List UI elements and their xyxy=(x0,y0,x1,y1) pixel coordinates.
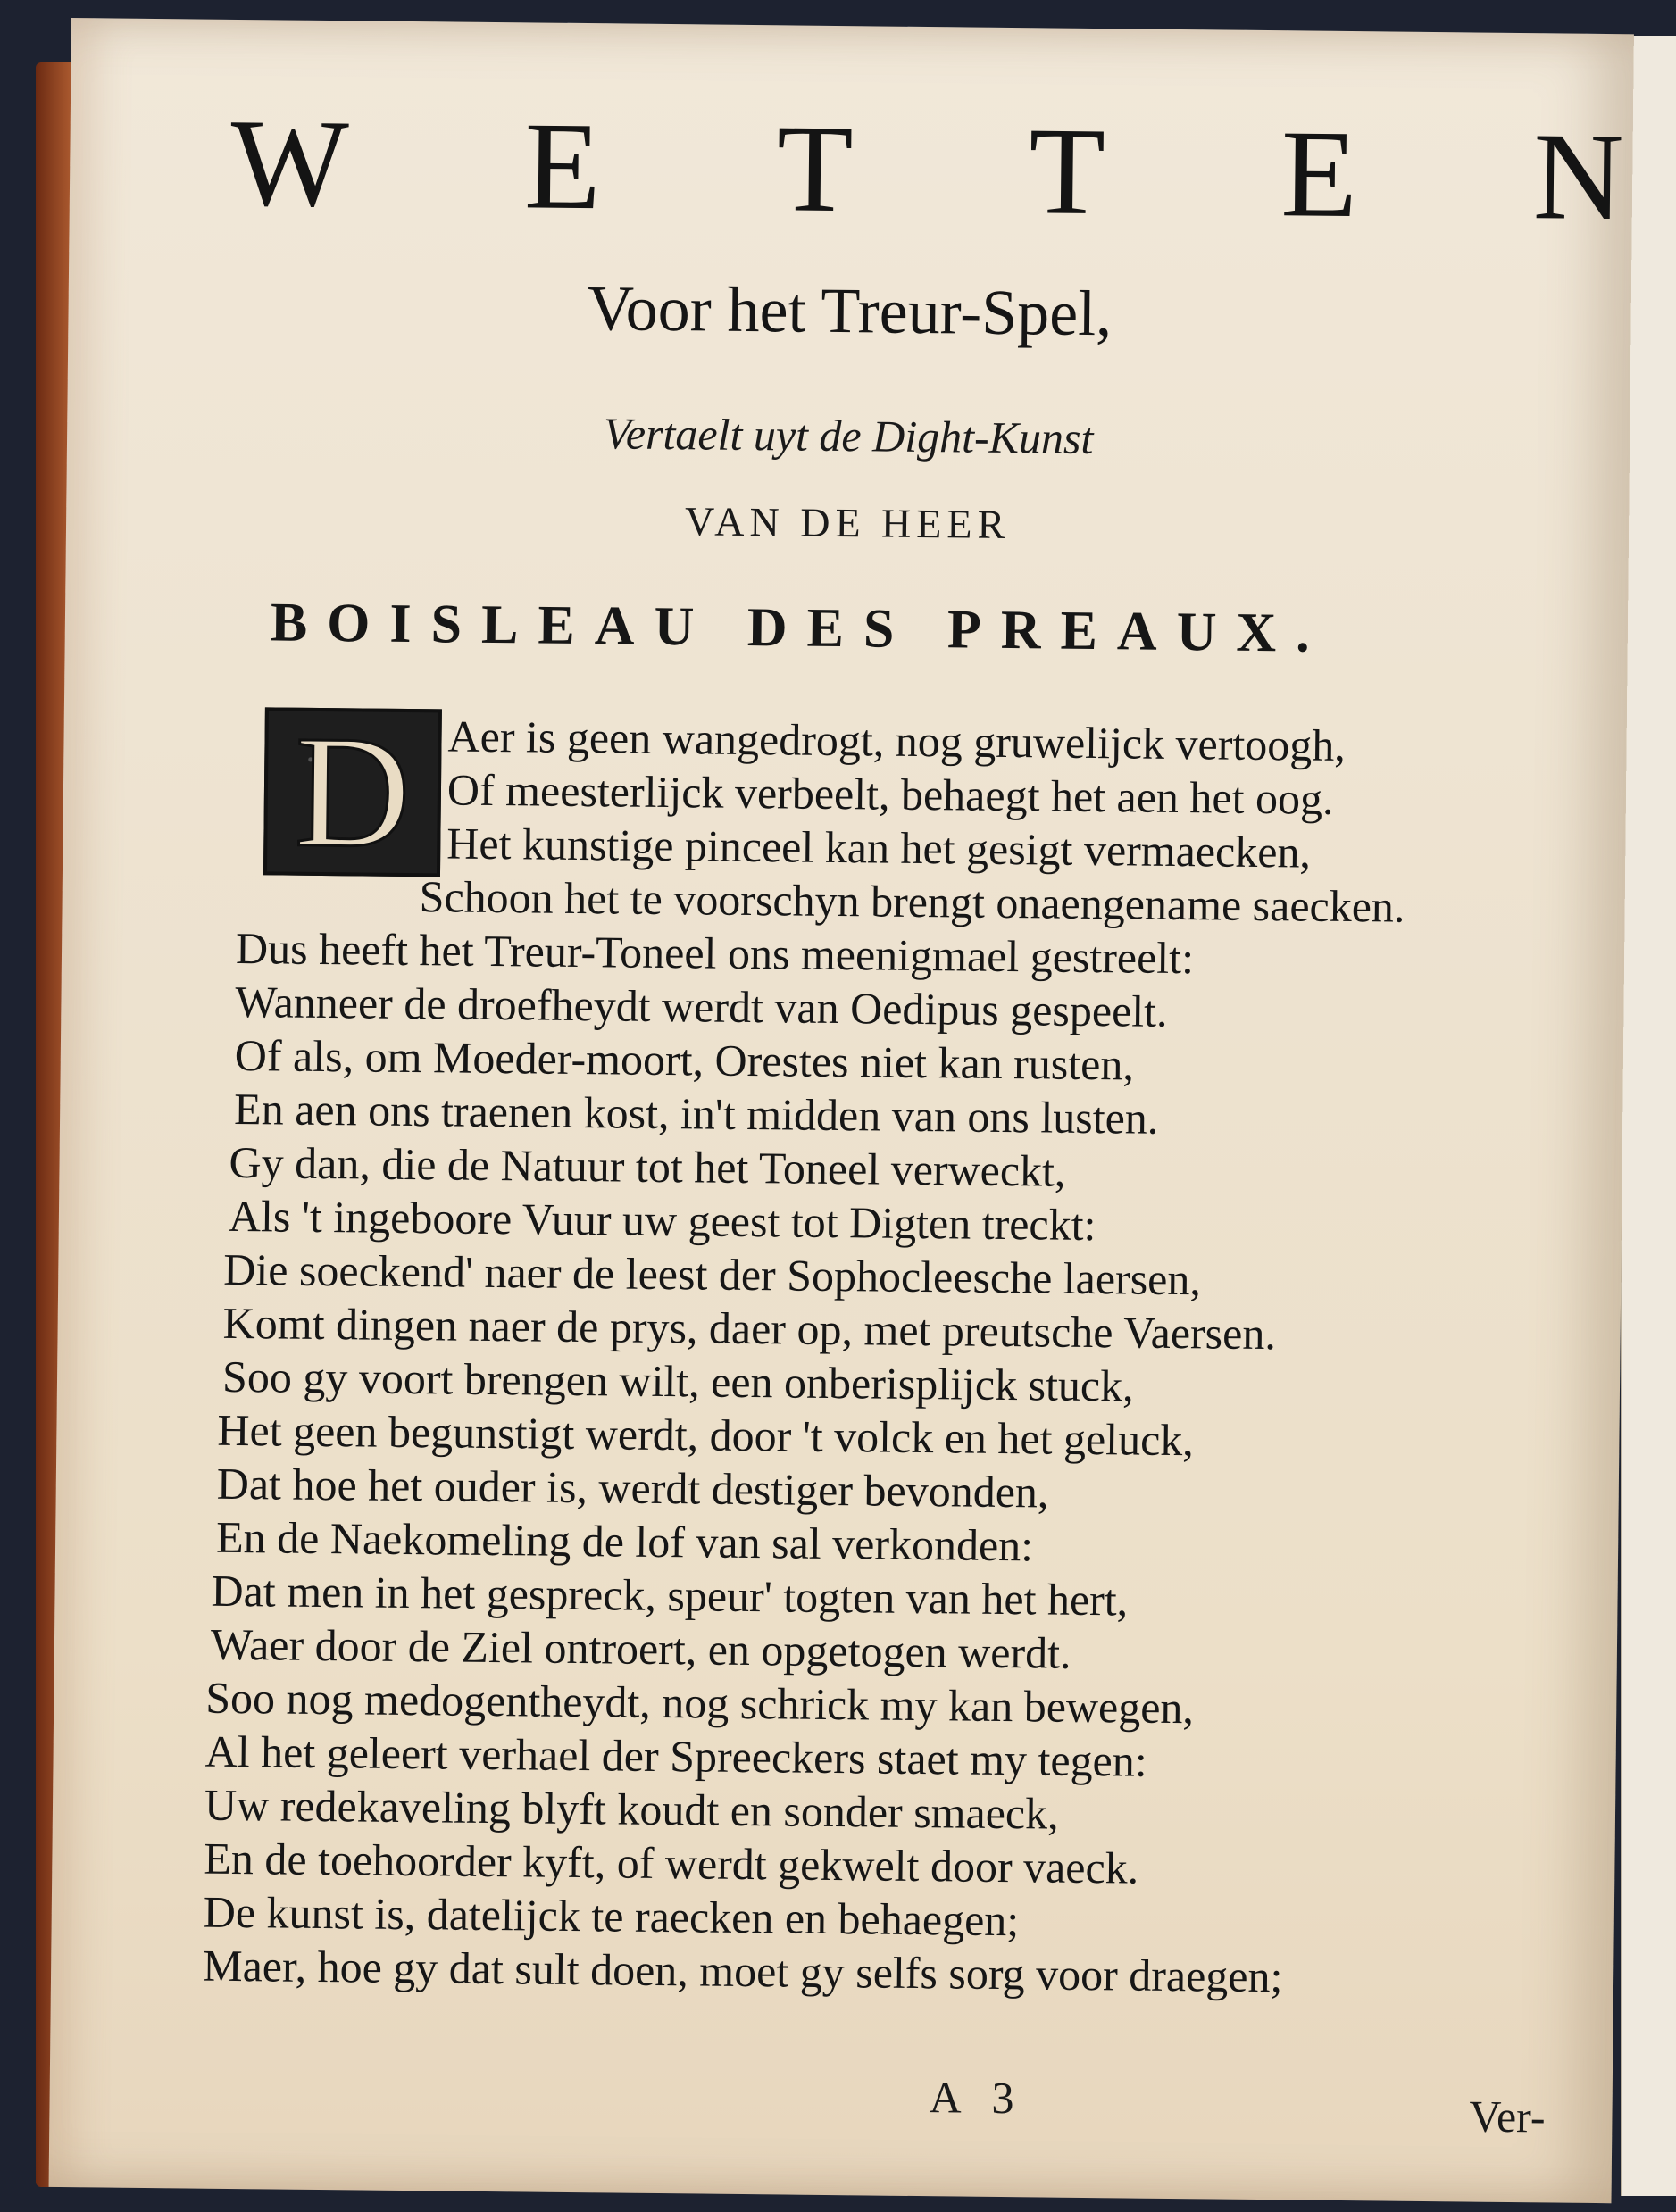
title-letter: W xyxy=(229,93,350,234)
poem-line: Uw redekaveling blyft koudt en sonder smaeck, xyxy=(204,1779,1059,1839)
title-letter: T xyxy=(1028,102,1106,242)
poem-line: Wanneer de droefheydt werdt van Oedipus gespeelt. xyxy=(235,976,1168,1036)
author-name: BOISLEAU DES PREAUX. xyxy=(270,592,1330,664)
title-letter: N xyxy=(1532,107,1625,247)
poem-line: Of meesterlijck verbeelt, behaegt het aen het oog. xyxy=(446,764,1334,824)
poem-line: De kunst is, datelijck te raecken en behaegen; xyxy=(203,1886,1020,1946)
poem-line: Soo gy voort brengen wilt, een onberisplijck stuck, xyxy=(221,1351,1134,1411)
poem-line: En de Naekomeling de lof van sal verkonden: xyxy=(215,1511,1034,1571)
from-label: VAN DE HEER xyxy=(684,498,1011,548)
page-title xyxy=(229,91,1624,249)
poem-line: Komt dingen naer de prys, daer op, met preutsche Vaersen. xyxy=(222,1297,1277,1360)
poem-line: Gy dan, die de Natuur tot het Toneel verweckt, xyxy=(229,1136,1066,1196)
poem-line: Aer is geen wangedrogt, nog gruwelijck vertoogh, xyxy=(447,711,1347,770)
translated-from-line: Vertaelt uyt de Dight-Kunst xyxy=(603,408,1094,464)
catchword: Ver- xyxy=(1469,2091,1546,2142)
title-letter: E xyxy=(1280,104,1359,245)
poem-line: Schoon het te voorschyn brengt onaengename saecken. xyxy=(419,871,1405,932)
poem-line: Soo nog medogentheydt, nog schrick my kan bewegen, xyxy=(205,1672,1195,1734)
poem-line: En de toehoorder kyft, of werdt gekwelt door vaeck. xyxy=(204,1833,1139,1893)
poem-line: Al het geleert verhael der Spreeckers staet my tegen: xyxy=(204,1726,1147,1786)
poem-line: Of als, om Moeder-moort, Orestes niet kan rusten, xyxy=(234,1029,1135,1090)
book-page xyxy=(49,18,1634,2203)
poem-line: Het kunstige pinceel kan het gesigt vermaecken, xyxy=(446,818,1312,877)
poem-line: Dat men in het gespreck, speur' togten van het hert, xyxy=(211,1565,1129,1626)
poem-line: Als 't ingeboore Vuur uw geest tot Digten treckt: xyxy=(228,1190,1096,1251)
signature-mark: A 3 xyxy=(929,2072,1025,2124)
poem-line: Dus heeft het Treur-Toneel ons meenigmael gestreelt: xyxy=(235,922,1195,984)
poem-line: Maer, hoe gy dat sult doen, moet gy selfs sorg voor draegen; xyxy=(202,1940,1283,2002)
drop-cap xyxy=(263,702,442,882)
poem-line: Die soeckend' naer de leest der Sophocleesche laersen, xyxy=(223,1243,1202,1305)
subtitle: Voor het Treur-Spel, xyxy=(587,272,1113,350)
title-letter: T xyxy=(775,99,855,239)
drop-cap-letter: D xyxy=(293,702,412,882)
title-letter: E xyxy=(523,96,602,237)
poem-line: Het geen begunstigt werdt, door 't volck en het geluck, xyxy=(217,1404,1195,1466)
poem-line: Dat hoe het ouder is, werdt destiger bevonden, xyxy=(216,1458,1049,1518)
poem-line: Waer door de Ziel ontroert, en opgetogen werdt. xyxy=(210,1618,1071,1678)
poem-line: En aen ons traenen kost, in't midden van ons lusten. xyxy=(233,1083,1159,1143)
